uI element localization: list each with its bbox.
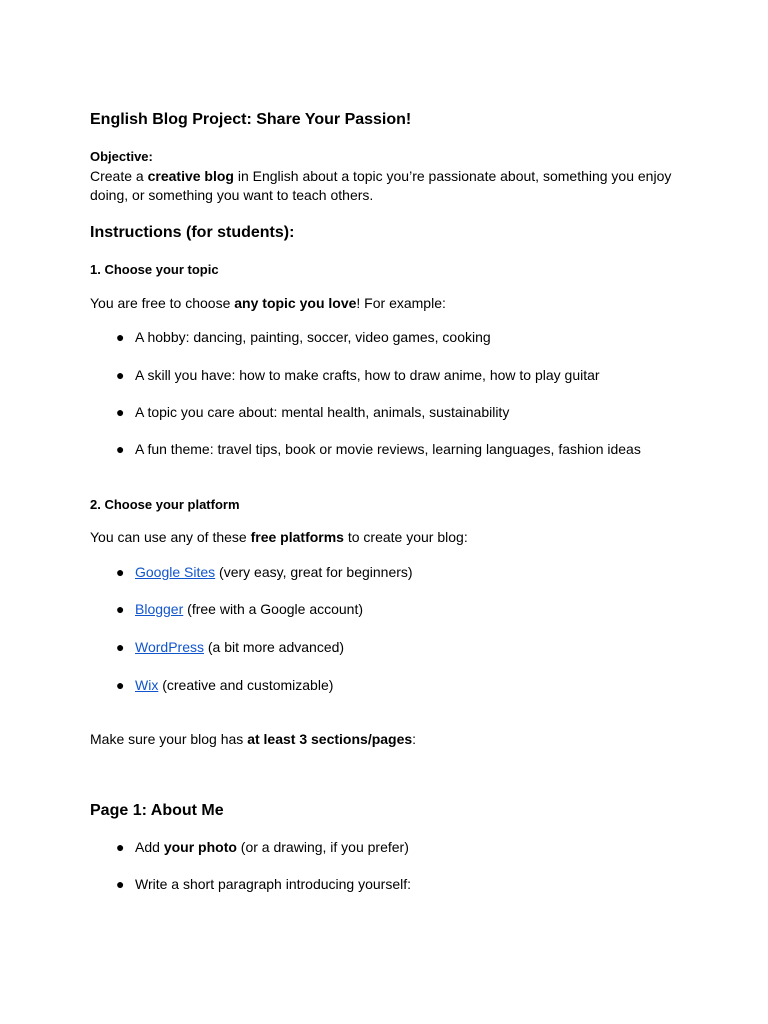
topic-list-item: A fun theme: travel tips, book or movie reviews, learning languages, fashion ideas (135, 441, 641, 457)
page1-bullet1-post: (or a drawing, if you prefer) (236, 839, 409, 855)
page1-list-item (135, 838, 409, 857)
platform-note: (a bit more advanced) (203, 639, 345, 655)
sections-note-post: : (412, 731, 417, 747)
bullet-icon: ● (116, 329, 125, 345)
topic-list-item: A skill you have: how to make crafts, how to draw anime, how to play guitar (135, 367, 600, 383)
page1-list-item: Write a short paragraph introducing yourself: (135, 876, 411, 892)
document-title: English Blog Project: Share Your Passion! (90, 111, 412, 128)
bullet-icon: ● (116, 367, 125, 383)
step1-intro-post: ! For example: (356, 295, 446, 311)
blogger-link[interactable]: Blogger (135, 601, 184, 617)
platform-list-item (135, 676, 333, 695)
step2-intro-pre: You can use any of these (90, 529, 251, 545)
bullet-icon: ● (116, 601, 125, 617)
platform-note: (very easy, great for beginners) (215, 564, 413, 580)
objective-text-bold: creative blog (147, 168, 234, 184)
bullet-icon: ● (116, 639, 125, 655)
page1-heading: Page 1: About Me (90, 802, 224, 819)
topic-list-item: A hobby: dancing, painting, soccer, video games, cooking (135, 329, 491, 345)
page1-bullet1-bold: your photo (163, 839, 237, 855)
step2-heading: 2. Choose your platform (90, 497, 240, 512)
bullet-icon: ● (116, 677, 125, 693)
step1-intro-bold: any topic you love (234, 295, 357, 311)
objective-text (90, 167, 680, 205)
bullet-icon: ● (116, 441, 125, 457)
bullet-icon: ● (116, 404, 125, 420)
bullet-icon: ● (116, 839, 125, 855)
wordpress-link[interactable]: WordPress (135, 639, 204, 655)
platform-list-item (135, 638, 344, 657)
platform-list-item (135, 563, 413, 582)
step1-intro-pre: You are free to choose (90, 295, 235, 311)
step2-intro-bold: free platforms (250, 529, 344, 545)
objective-text-post: in English about a topic you’re passionate about, something you enjoy doing, or something you want to teach others. (90, 168, 672, 203)
sections-note (90, 730, 416, 749)
platform-note: (free with a Google account) (183, 601, 364, 617)
platform-list-item (135, 600, 363, 619)
sections-note-pre: Make sure your blog has (90, 731, 248, 747)
objective-label: Objective: (90, 149, 153, 164)
sections-note-bold: at least 3 sections/pages (247, 731, 413, 747)
objective-text-pre: Create a (90, 168, 148, 184)
step2-intro (90, 528, 468, 547)
wix-link[interactable]: Wix (135, 677, 159, 693)
step1-heading: 1. Choose your topic (90, 262, 219, 277)
google-sites-link[interactable]: Google Sites (135, 564, 216, 580)
platform-note: (creative and customizable) (158, 677, 334, 693)
topic-list-item: A topic you care about: mental health, animals, sustainability (135, 404, 510, 420)
instructions-heading: Instructions (for students): (90, 224, 295, 241)
bullet-icon: ● (116, 876, 125, 892)
step2-intro-post: to create your blog: (343, 529, 468, 545)
step1-intro (90, 294, 446, 313)
page1-bullet1-pre: Add (135, 839, 164, 855)
bullet-icon: ● (116, 564, 125, 580)
